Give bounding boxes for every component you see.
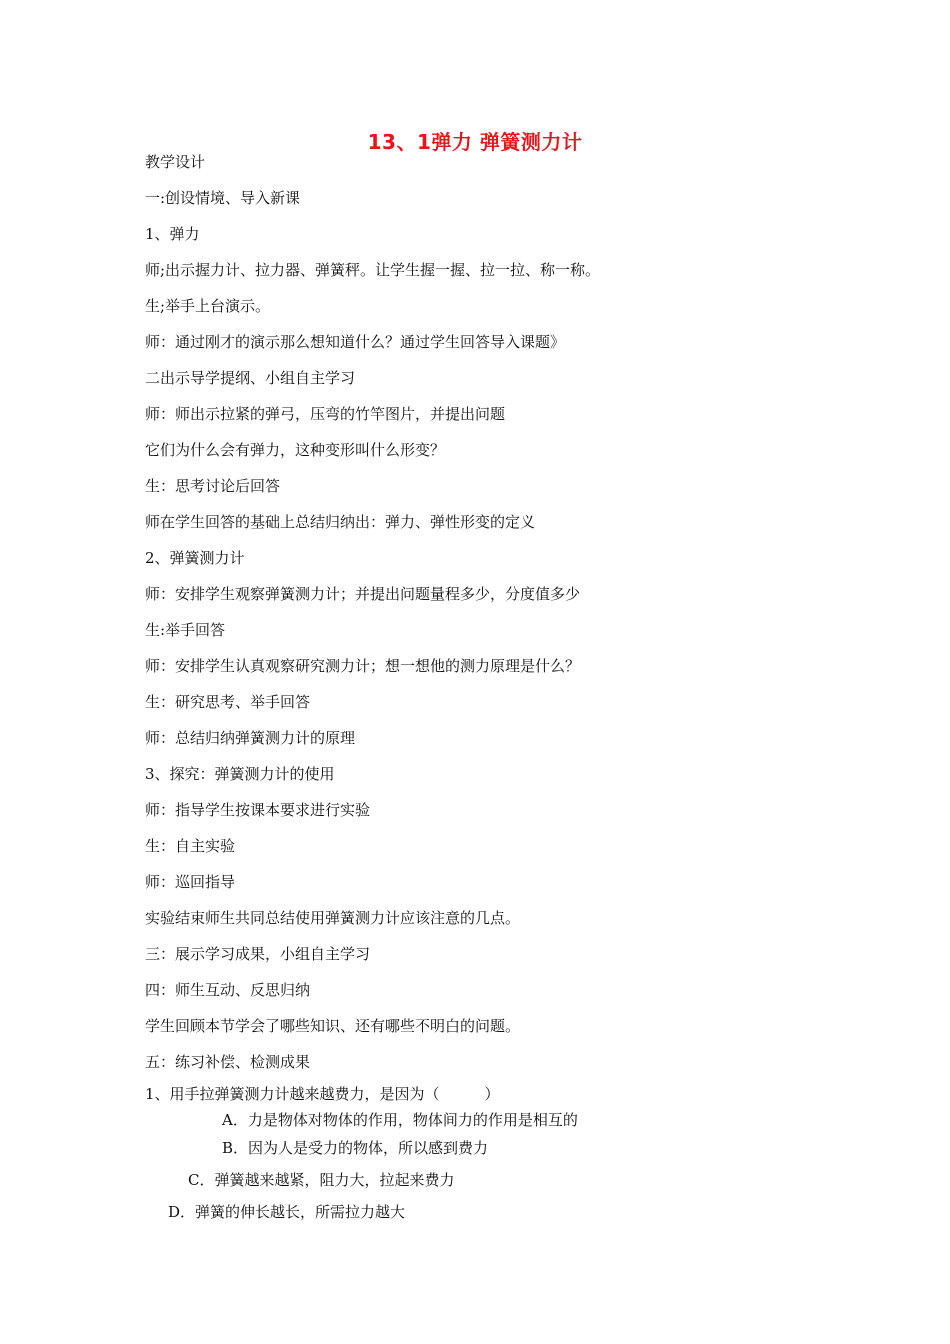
text-line: 师：安排学生观察弹簧测力计；并提出问题量程多少，分度值多少	[145, 585, 581, 603]
document-title: 13、1弹力 弹簧测力计	[367, 130, 583, 154]
text-line: 教学设计	[145, 153, 206, 171]
text-line: 1、弹力	[145, 225, 200, 243]
text-line: 生:举手回答	[145, 621, 226, 639]
text-line: 二出示导学提纲、小组自主学习	[145, 369, 356, 387]
option-a: A．力是物体对物体的作用，物体间力的作用是相互的	[222, 1111, 578, 1129]
text-line: 师：指导学生按课本要求进行实验	[145, 801, 371, 819]
text-line: 三：展示学习成果，小组自主学习	[145, 945, 371, 963]
question-1: 1、用手拉弹簧测力计越来越费力，是因为（ ）	[145, 1085, 500, 1103]
text-line: 生：思考讨论后回答	[145, 477, 281, 495]
option-b: B．因为人是受力的物体，所以感到费力	[222, 1139, 489, 1157]
text-line: 实验结束师生共同总结使用弹簧测力计应该注意的几点。	[145, 909, 521, 927]
text-line: 一:创设情境、导入新课	[145, 189, 301, 207]
text-line: 师：师出示拉紧的弹弓，压弯的竹竿图片，并提出问题	[145, 405, 506, 423]
option-d: D．弹簧的伸长越长，所需拉力越大	[168, 1203, 406, 1221]
text-line: 2、弹簧测力计	[145, 549, 245, 567]
text-line: 五：练习补偿、检测成果	[145, 1053, 311, 1071]
text-line: 学生回顾本节学会了哪些知识、还有哪些不明白的问题。	[145, 1017, 521, 1035]
text-line: 它们为什么会有弹力，这种变形叫什么形变？	[145, 441, 446, 459]
text-line: 师：巡回指导	[145, 873, 236, 891]
text-line: 四：师生互动、反思归纳	[145, 981, 311, 999]
option-c: C．弹簧越来越紧，阻力大，拉起来费力	[188, 1171, 455, 1189]
text-line: 师：通过刚才的演示那么想知道什么？通过学生回答导入课题》	[145, 333, 566, 351]
text-line: 师在学生回答的基础上总结归纳出：弹力、弹性形变的定义	[145, 513, 536, 531]
text-line: 师：安排学生认真观察研究测力计；想一想他的测力原理是什么？	[145, 657, 581, 675]
text-line: 3、探究：弹簧测力计的使用	[145, 765, 335, 783]
text-line: 师：总结归纳弹簧测力计的原理	[145, 729, 356, 747]
text-line: 师;出示握力计、拉力器、弹簧秤。让学生握一握、拉一拉、称一称。	[145, 261, 601, 279]
text-line: 生：自主实验	[145, 837, 236, 855]
text-line: 生：研究思考、举手回答	[145, 693, 311, 711]
text-line: 生;举手上台演示。	[145, 297, 271, 315]
